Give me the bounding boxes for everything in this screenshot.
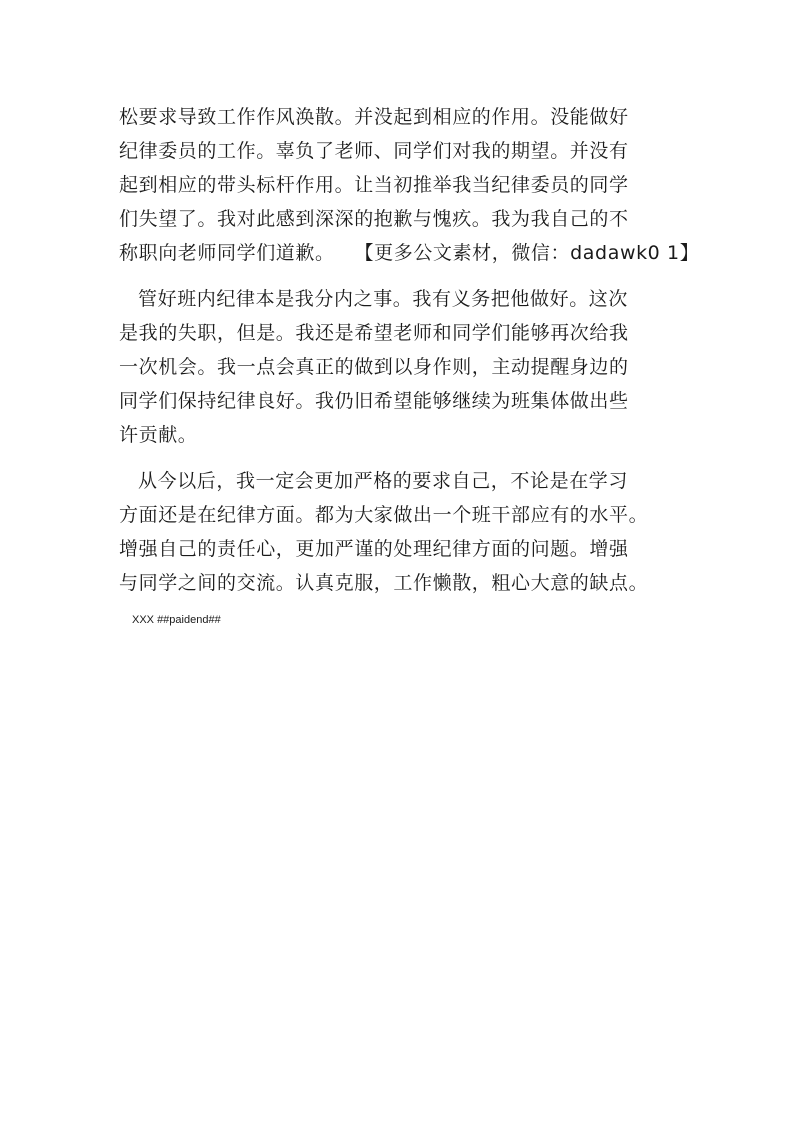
text-line: 一次机会。我一点会真正的做到以身作则，主动提醒身边的	[119, 356, 629, 378]
text-line: 纪律委员的工作。辜负了老师、同学们对我的期望。并没有	[119, 140, 629, 162]
text-line: 松要求导致工作作风涣散。并没起到相应的作用。没能做好	[119, 106, 629, 128]
text-line: 同学们保持纪律良好。我仍旧希望能够继续为班集体做出些	[119, 390, 629, 412]
text-line: 是我的失职，但是。我还是希望老师和同学们能够再次给我	[119, 322, 629, 344]
footer-marker: XXX ##paidend##	[132, 614, 221, 626]
text-line: 管好班内纪律本是我分内之事。我有义务把他做好。这次	[138, 288, 629, 310]
text-line: 与同学之间的交流。认真克服，工作懒散，粗心大意的缺点。	[119, 572, 649, 594]
promo-note: 【更多公文素材，微信：dadawk0 1】	[354, 242, 700, 264]
paragraph-1	[119, 100, 700, 270]
text-line: 从今以后，我一定会更加严格的要求自己，不论是在学习	[138, 470, 629, 492]
text-line: 增强自己的责任心，更加严谨的处理纪律方面的问题。增强	[119, 538, 629, 560]
paragraph-2	[119, 282, 679, 452]
text-segment: 称职向老师同学们道歉。	[119, 242, 335, 264]
text-line: 们失望了。我对此感到深深的抱歉与愧疚。我为我自己的不	[119, 208, 629, 230]
document-body	[119, 100, 700, 630]
text-line: 方面还是在纪律方面。都为大家做出一个班干部应有的水平。	[119, 504, 649, 526]
text-line: 许贡献。	[119, 424, 198, 446]
text-line: 起到相应的带头标杆作用。让当初推举我当纪律委员的同学	[119, 174, 629, 196]
paragraph-3	[119, 464, 679, 600]
text-line-with-promo	[119, 236, 700, 270]
